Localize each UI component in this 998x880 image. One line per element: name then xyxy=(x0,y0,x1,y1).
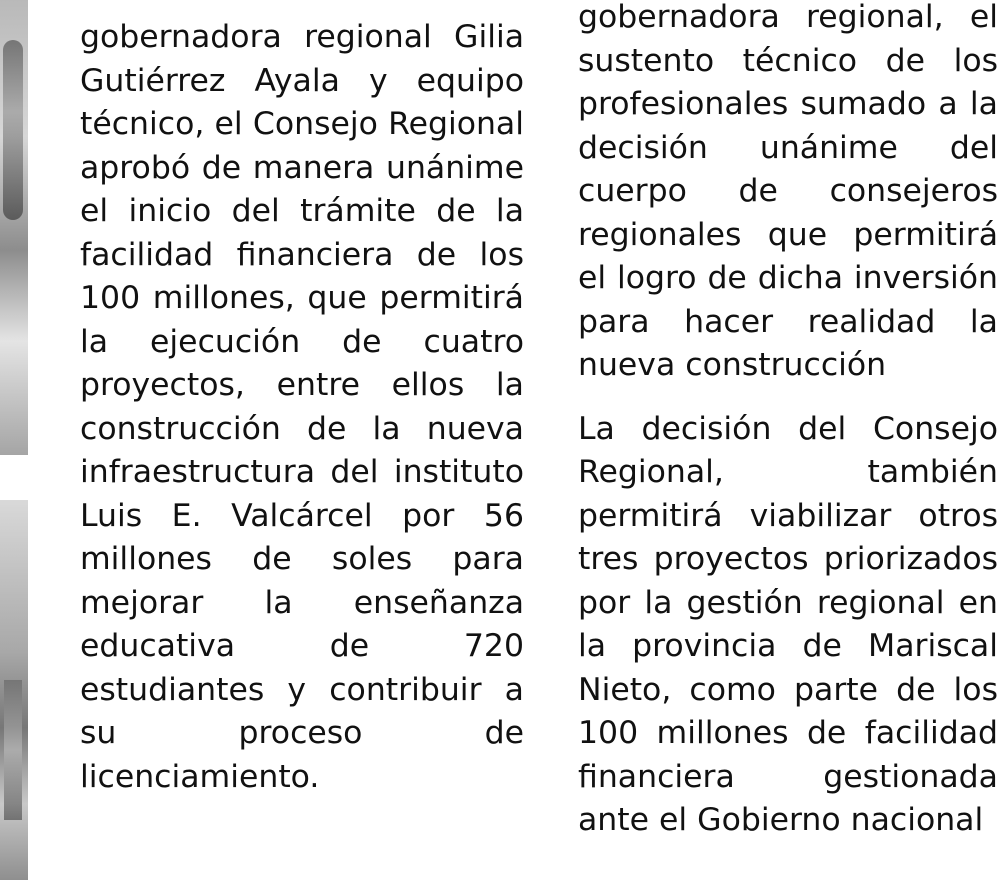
left-column xyxy=(80,16,524,799)
right-column-paragraph-2: La decisión del Consejo Regional, también permitirá viabilizar otros tres proyectos priorizados por la gestión regional en la provincia de Mariscal Nieto, como parte de los 100 millones de facilidad financiera gestionada ante el Gobierno nacional xyxy=(578,410,998,838)
right-column-clip xyxy=(578,0,998,880)
photo-strip xyxy=(0,0,28,880)
photo-bottom xyxy=(0,500,28,880)
photo-top xyxy=(0,0,28,455)
right-column xyxy=(578,0,998,863)
right-column-paragraph-1: gobernadora regional, el sustento técnico de los profesionales sumado a la decisión unánime del cuerpo de consejeros regionales que permitirá el logro de dicha inversión para hacer realidad la nueva construcción xyxy=(578,0,998,383)
left-column-paragraph: gobernadora regional Gilia Gutiérrez Ayala y equipo técnico, el Consejo Regional aprobó de manera unánime el inicio del trámite de la facilidad financiera de los 100 millones, que permitirá la ejecución de cuatro proyectos, entre ellos la construcción de la nueva infraestructura del instituto Luis E. Valcárcel por 56 millones de soles para mejorar la enseñanza educativa de 720 estudiantes y contribuir a su proceso de licenciamiento. xyxy=(80,19,524,795)
